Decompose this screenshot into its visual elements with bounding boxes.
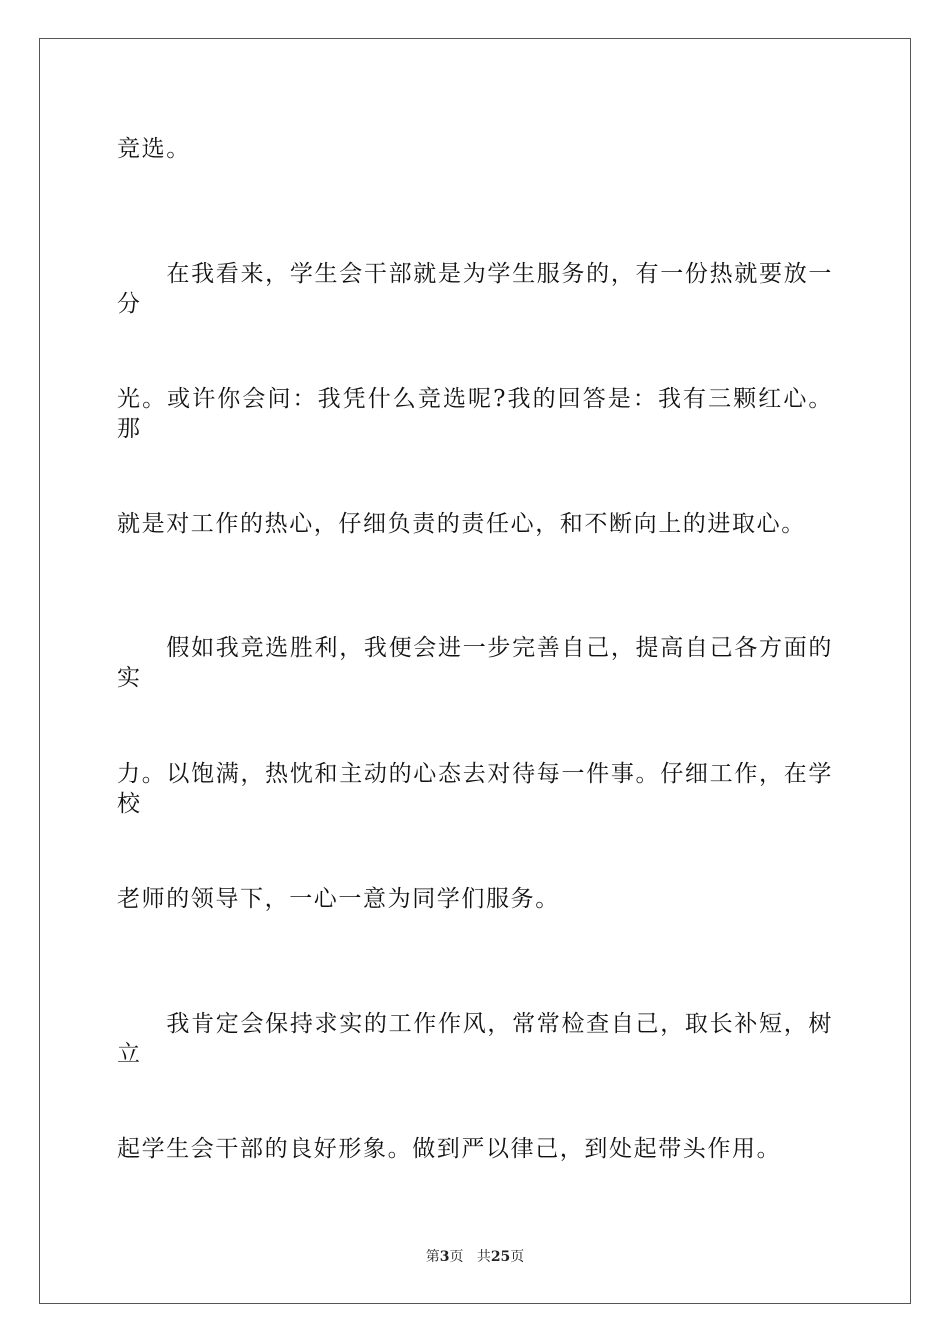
text-line-3: 光。或许你会问：我凭什么竞选呢?我的回答是：我有三颗红心。那 bbox=[117, 386, 833, 442]
page-prefix: 第 bbox=[425, 1249, 440, 1265]
page-suffix: 页 bbox=[449, 1249, 464, 1265]
page-number: 3 bbox=[439, 1249, 450, 1265]
total-suffix: 页 bbox=[510, 1249, 525, 1265]
text-line-1: 竞选。 bbox=[117, 136, 191, 162]
text-line-9: 起学生会干部的良好形象。做到严以律己，到处起带头作用。 bbox=[117, 1136, 782, 1162]
text-line-7: 老师的领导下，一心一意为同学们服务。 bbox=[117, 886, 560, 912]
text-line-8: 我肯定会保持求实的工作作风，常常检查自己，取长补短，树立 bbox=[117, 1011, 833, 1067]
total-pages: 25 bbox=[490, 1249, 511, 1265]
page-frame bbox=[39, 38, 911, 1304]
text-line-4: 就是对工作的热心，仔细负责的责任心，和不断向上的进取心。 bbox=[117, 511, 806, 537]
text-line-2: 在我看来，学生会干部就是为学生服务的，有一份热就要放一分 bbox=[117, 261, 833, 317]
text-line-5: 假如我竞选胜利，我便会进一步完善自己，提高自己各方面的实 bbox=[117, 635, 833, 691]
total-prefix: 共 bbox=[476, 1249, 491, 1265]
page-footer bbox=[0, 1248, 950, 1266]
text-line-6: 力。以饱满，热忱和主动的心态去对待每一件事。仔细工作，在学校 bbox=[117, 761, 833, 817]
